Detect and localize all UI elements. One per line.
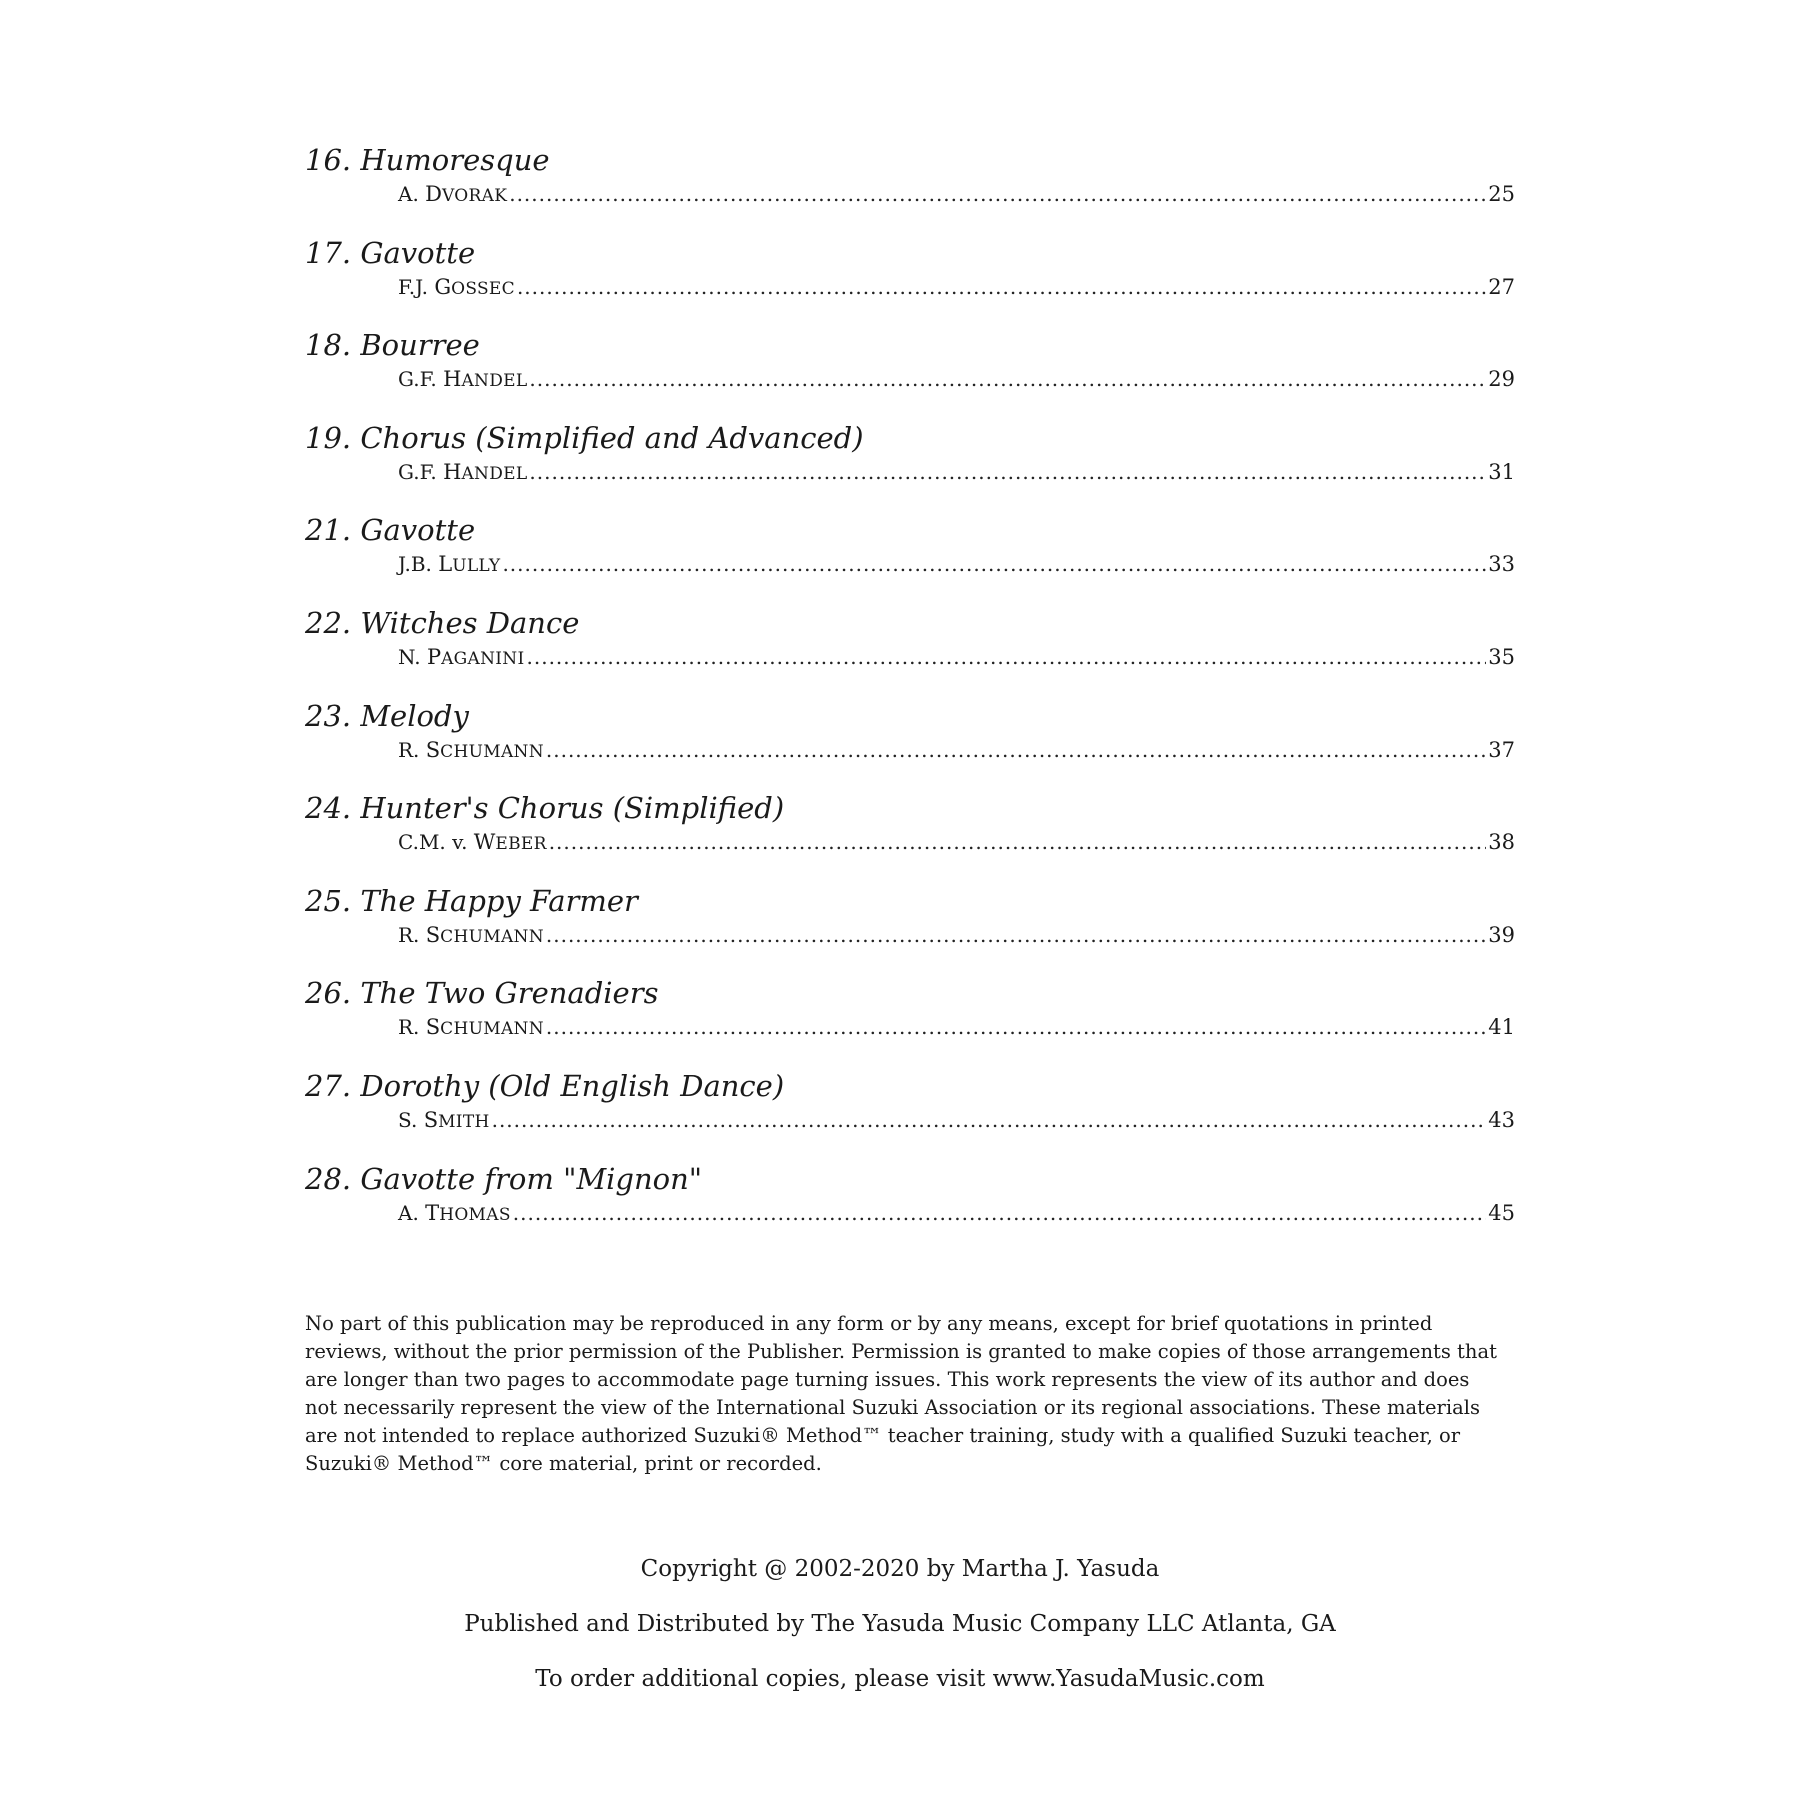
piece-name: Melody <box>360 698 469 733</box>
toc-entry <box>305 1159 1515 1252</box>
toc-entry <box>305 1066 1515 1159</box>
dot-leader <box>502 550 1486 578</box>
piece-name: Hunter's Chorus (Simplified) <box>360 791 785 826</box>
piece-title <box>305 325 1515 365</box>
composer-line <box>398 365 1515 393</box>
composer-prefix: A. <box>398 182 426 206</box>
page-number: 31 <box>1488 459 1515 484</box>
page-number: 37 <box>1488 737 1515 762</box>
composer-initial: H <box>443 459 462 484</box>
toc-entry <box>305 788 1515 881</box>
composer-line <box>398 1106 1515 1134</box>
composer-name <box>398 273 515 303</box>
composer-surname: HOMAS <box>439 1204 511 1225</box>
composer-prefix: R. <box>398 737 426 762</box>
composer-line <box>398 1199 1515 1227</box>
toc-entry <box>305 325 1515 418</box>
composer-name <box>398 921 544 951</box>
piece-number: 16. <box>305 143 352 177</box>
piece-title <box>305 510 1515 550</box>
dot-leader <box>546 1013 1486 1041</box>
piece-number: 18. <box>305 328 352 363</box>
copyright-line: Copyright @ 2002-2020 by Martha J. Yasuda <box>640 1556 1160 1582</box>
piece-title <box>305 140 1515 180</box>
dot-leader <box>546 921 1486 949</box>
piece-number: 24. <box>305 791 352 826</box>
composer-line <box>398 643 1515 671</box>
page-number: 33 <box>1488 552 1515 577</box>
composer-line <box>398 550 1515 578</box>
dot-leader <box>492 1106 1487 1134</box>
composer-initial: G <box>434 274 452 299</box>
composer-surname: OSSEC <box>451 278 515 299</box>
piece-title <box>305 418 1515 458</box>
composer-name <box>398 643 525 673</box>
composer-prefix: A. <box>398 1200 426 1225</box>
composer-line <box>398 921 1515 949</box>
page-number: 25 <box>1488 182 1515 206</box>
piece-name: Dorothy (Old English Dance) <box>360 1068 785 1103</box>
toc-entry <box>305 510 1515 603</box>
page-number: 45 <box>1488 1200 1515 1225</box>
composer-name <box>398 1106 490 1136</box>
order-line: To order additional copies, please visit www.YasudaMusic.com <box>535 1666 1265 1692</box>
piece-number: 26. <box>305 976 352 1011</box>
page-number: 35 <box>1488 644 1515 669</box>
composer-initial: S <box>425 1015 441 1040</box>
piece-number: 25. <box>305 883 352 918</box>
piece-number: 23. <box>305 698 352 733</box>
page-number: 39 <box>1488 922 1515 947</box>
piece-name: Humoresque <box>360 143 550 177</box>
piece-title <box>305 973 1515 1013</box>
composer-surname: EBER <box>495 834 547 855</box>
composer-prefix: N. <box>398 644 427 669</box>
composer-surname: AGANINI <box>441 648 525 669</box>
page-number: 27 <box>1488 274 1515 299</box>
composer-line <box>398 736 1515 764</box>
composer-initial: P <box>426 644 442 669</box>
piece-name: Witches Dance <box>360 605 580 640</box>
piece-title <box>305 1066 1515 1106</box>
composer-prefix: S. <box>398 1107 424 1132</box>
composer-prefix: F.J. <box>398 274 435 299</box>
piece-name: The Happy Farmer <box>360 883 638 918</box>
composer-line <box>398 180 1515 208</box>
piece-title <box>305 233 1515 273</box>
composer-line <box>398 458 1515 486</box>
composer-prefix: C.M. v. <box>398 830 474 855</box>
piece-title <box>305 881 1515 921</box>
table-of-contents <box>305 140 1515 1251</box>
dot-leader <box>529 458 1486 486</box>
publisher-line: Published and Distributed by The Yasuda Music Company LLC Atlanta, GA <box>464 1611 1336 1637</box>
toc-entry <box>305 233 1515 326</box>
composer-name <box>398 1199 511 1229</box>
composer-name <box>398 1013 544 1043</box>
composer-line <box>398 828 1515 856</box>
piece-title <box>305 696 1515 736</box>
composer-initial: L <box>438 552 453 577</box>
toc-entry <box>305 603 1515 696</box>
composer-name <box>398 180 507 210</box>
piece-name: The Two Grenadiers <box>360 976 659 1011</box>
composer-initial: T <box>425 1200 440 1225</box>
dot-leader <box>549 828 1487 856</box>
piece-name: Chorus (Simplified and Advanced) <box>360 420 864 455</box>
composer-line <box>398 273 1515 301</box>
piece-name: Gavotte <box>360 513 476 548</box>
composer-name <box>398 828 547 858</box>
composer-surname: CHUMANN <box>440 741 544 762</box>
toc-entry <box>305 140 1515 233</box>
composer-prefix: R. <box>398 922 426 947</box>
copyright-notice: No part of this publication may be reproduced in any form or by any means, except for brief quotations in printed reviews, without the prior permission of the Publisher. Permission is granted to make copies of those arrangements that are longer than two pages to accommodate page turning issues. This work represents the view of its author and does not necessarily represent the view of the International Suzuki Association or its regional associations. These materials are not intended to replace authorized Suzuki® Method™ teacher training, study with a qualified Suzuki teacher, or Suzuki® Method™ core material, print or recorded. <box>305 1312 1497 1475</box>
piece-title <box>305 1159 1515 1199</box>
toc-entry <box>305 418 1515 511</box>
composer-name <box>398 458 527 488</box>
composer-prefix: G.F. <box>398 367 444 392</box>
dot-leader <box>509 180 1486 208</box>
composer-prefix: R. <box>398 1015 426 1040</box>
piece-number: 28. <box>305 1161 352 1196</box>
composer-surname: ANDEL <box>461 463 528 484</box>
composer-name <box>398 736 544 766</box>
piece-name: Bourree <box>360 328 480 363</box>
dot-leader <box>529 365 1486 393</box>
composer-initial: S <box>425 737 441 762</box>
composer-surname: MITH <box>438 1111 490 1132</box>
composer-initial: D <box>425 182 443 206</box>
toc-entry <box>305 696 1515 789</box>
composer-surname: VORAK <box>442 186 508 206</box>
composer-name <box>398 365 527 395</box>
page-number: 38 <box>1488 830 1515 855</box>
composer-initial: W <box>473 830 496 855</box>
page-number: 41 <box>1488 1015 1515 1040</box>
piece-number: 19. <box>305 420 352 455</box>
composer-surname: CHUMANN <box>440 926 544 947</box>
composer-surname: CHUMANN <box>440 1019 544 1040</box>
toc-entry <box>305 973 1515 1066</box>
composer-prefix: J.B. <box>398 552 439 577</box>
dot-leader <box>513 1199 1486 1227</box>
composer-initial: S <box>423 1107 439 1132</box>
composer-initial: S <box>425 922 441 947</box>
composer-line <box>398 1013 1515 1041</box>
page-number: 43 <box>1488 1107 1515 1132</box>
composer-initial: H <box>443 367 462 392</box>
toc-entry <box>305 881 1515 974</box>
piece-title <box>305 788 1515 828</box>
composer-surname: ULLY <box>452 556 501 577</box>
composer-prefix: G.F. <box>398 459 444 484</box>
piece-number: 27. <box>305 1068 352 1103</box>
dot-leader <box>517 273 1486 301</box>
piece-name: Gavotte from "Mignon" <box>360 1161 703 1196</box>
piece-number: 22. <box>305 605 352 640</box>
piece-number: 17. <box>305 235 352 270</box>
composer-name <box>398 550 500 580</box>
dot-leader <box>527 643 1487 671</box>
page-number: 29 <box>1488 367 1515 392</box>
piece-name: Gavotte <box>360 235 476 270</box>
piece-number: 21. <box>305 513 352 548</box>
piece-title <box>305 603 1515 643</box>
dot-leader <box>546 736 1486 764</box>
composer-surname: ANDEL <box>461 371 528 392</box>
